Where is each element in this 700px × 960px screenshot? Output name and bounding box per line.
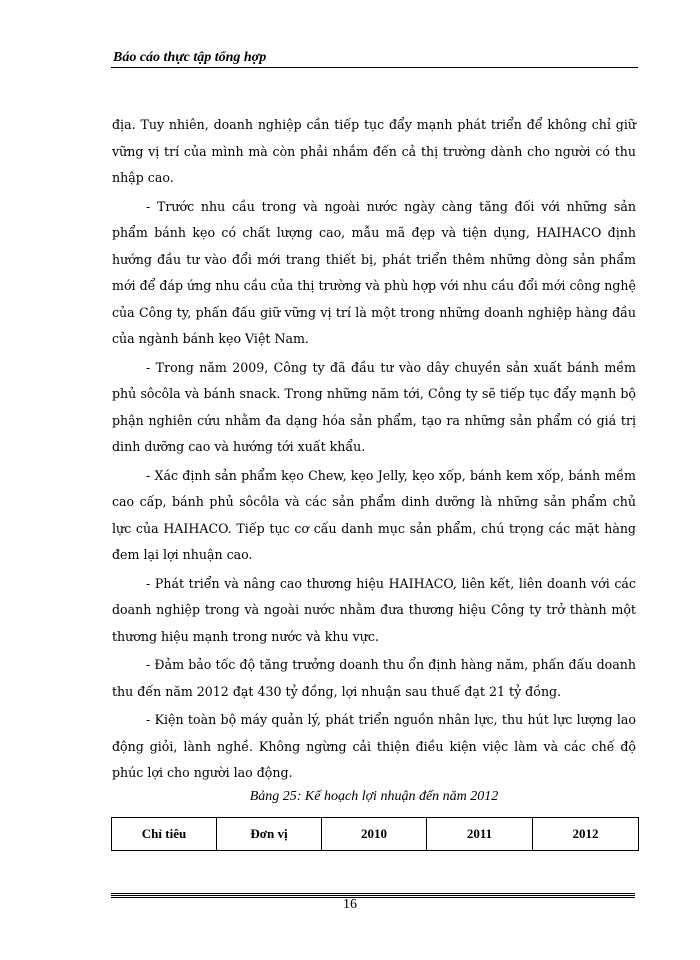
paragraph-core-products: - Xác định sản phẩm kẹo Chew, kẹo Jelly, kẹo xốp, bánh kem xốp, bánh mềm cao cấp, bánh phủ sôcôla và các sản phẩm dinh dưỡng là những sản phẩm chủ lực của HAIHACO. Tiếp tục cơ cấu danh mục sản phẩm, chú trọng các mặt hàng đem lại lợi nhuận cao. xyxy=(112,467,636,562)
header-cell-2010: 2010 xyxy=(322,818,427,851)
running-header-title: Báo cáo thực tập tổng hợp xyxy=(113,50,267,65)
page-number: 16 xyxy=(343,897,357,912)
header-cell-2011: 2011 xyxy=(427,818,533,851)
header-rule xyxy=(111,67,638,68)
header-cell-unit: Đơn vị xyxy=(217,818,322,851)
header-cell-criteria: Chỉ tiêu xyxy=(112,818,217,851)
body-text xyxy=(112,112,636,787)
footer-rule-top xyxy=(111,893,635,894)
paragraph-revenue-target: - Đảm bảo tốc độ tăng trưởng doanh thu ổn định hàng năm, phấn đấu doanh thu đến năm 2012 đạt 430 tỷ đồng, lợi nhuận sau thuế đạt 21 tỷ đồng. xyxy=(112,657,636,699)
paragraph-product-investment: - Trước nhu cầu trong và ngoài nước ngày càng tăng đối với những sản phẩm bánh kẹo có chất lượng cao, mẫu mã đẹp và tiện dụng, HAIHACO định hướng đầu tư vào đổi mới trang thiết bị, phát triển thêm những dòng sản phẩm mới để đáp ứng nhu cầu của thị trường và phù hợp với nhu cầu đổi mới công nghệ của Công ty, phấn đấu giữ vững vị trí là một trong những doanh nghiệp hàng đầu của ngành bánh kẹo Việt Nam. xyxy=(112,198,636,346)
paragraph-2009-investment: - Trong năm 2009, Công ty đã đầu tư vào dây chuyền sản xuất bánh mềm phủ sôcôla và bánh snack. Trong những năm tới, Công ty sẽ tiếp tục đẩy mạnh bộ phận nghiên cứu nhằm đa dạng hóa sản phẩm, tạo ra những sản phẩm có giá trị dinh dưỡng cao và hướng tới xuất khẩu. xyxy=(112,359,636,454)
paragraph-brand-development: - Phát triển và nâng cao thương hiệu HAIHACO, liên kết, liên doanh với các doanh nghiệp trong và ngoài nước nhằm đưa thương hiệu Công ty trở thành một thương hiệu mạnh trong nước và khu vực. xyxy=(112,575,636,644)
paragraph-continuation: địa. Tuy nhiên, doanh nghiệp cần tiếp tục đẩy mạnh phát triển để không chỉ giữ vững vị trí của mình mà còn phải nhắm đến cả thị trường dành cho người có thu nhập cao. xyxy=(112,117,636,185)
table-header-row xyxy=(112,818,639,851)
header-cell-2012: 2012 xyxy=(533,818,639,851)
table-caption: Bảng 25: Kế hoạch lợi nhuận đến năm 2012 xyxy=(249,789,499,804)
footer-rule-middle xyxy=(111,895,635,896)
profit-plan-table xyxy=(111,817,639,851)
paragraph-management: - Kiện toàn bộ máy quản lý, phát triển nguồn nhân lực, thu hút lực lượng lao động giỏi, lành nghề. Không ngừng cải thiện điều kiện việc làm và các chế độ phúc lợi cho người lao động. xyxy=(112,712,636,780)
